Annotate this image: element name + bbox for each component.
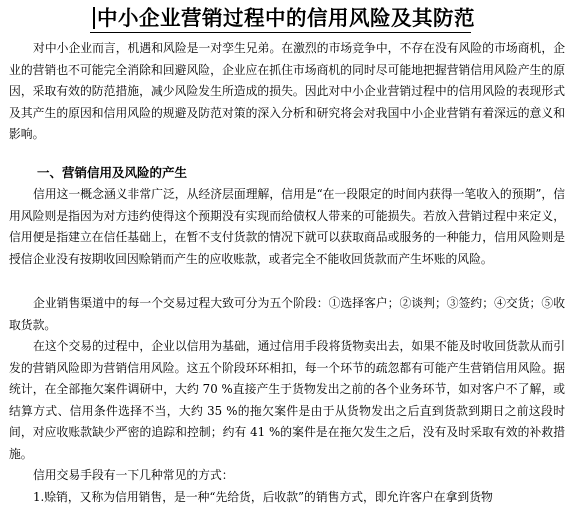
paragraph-credit-risk-statistics: 在这个交易的过程中，企业以信用为基础，通过信用手段将货物卖出去，如果不能及时收回货款从而引发的营销风险即为营销信用风险。这五个阶段环环相扣，每一个环节的疏忽都有可能产生营销信用风险。据统计，在全部拖欠案件调研中，大约 70 %直接产生于货物发出之前的各个业务环节，如对客户不了解，或结算方式、信用条件选择不当，大约 35 %的拖欠案件是由于从货物发出之后直到货款到期日之前这段时间，对应收账款缺少严密的追踪和控制；约有 41 %的案件是在拖欠发生之后，没有及时采取有效的补救措施。 [9, 339, 565, 461]
paragraph-credit-definition: 信用这一概念涵义非常广泛，从经济层面理解，信用是“在一段限定的时间内获得一笔收入的预期”，信用风险则是指因为对方违约使得这个预期没有实现而给债权人带来的可能损失。若放入营销过程中来定义，信用便是指建立在信任基础上，在暂不支付货款的情况下就可以获取商品或服务的一种能力，信用风险则是授信企业没有按期收回因赊销而产生的应收账款，或者完全不能收回货款而产生坏账的风险。 [9, 187, 565, 266]
intro-paragraph: 对中小企业而言，机遇和风险是一对孪生兄弟。在激烈的市场竞争中，不存在没有风险的市场商机，企业的营销也不可能完全消除和回避风险，企业应在抓住市场商机的同时尽可能地把握营销信用风险产生的原因，采取有效的防范措施，减少风险发生所造成的损失。因此对中小企业营销过程中的信用风险的表现形式及其产生的原因和信用风险的规避及防范对策的深入分析和研究将会对我国中小企业营销有着深远的意义和影响。 [9, 41, 565, 142]
paragraph-transaction-stages: 企业销售渠道中的每一个交易过程大致可分为五个阶段：①选择客户；②谈判；③签约；④交货；⑤收取货款。 [9, 296, 565, 332]
section-heading: 一、营销信用及风险的产生 [37, 165, 188, 180]
paragraph-credit-sale: 1.赊销，又称为信用销售，是一种“先给货，后收款”的销售方式，即允许客户在拿到货物 [33, 490, 493, 504]
article-title-text: 中小企业营销过程中的信用风险及其防范 [97, 6, 475, 30]
title-underline [90, 32, 471, 33]
paragraph-credit-methods-intro: 信用交易手段有一下几种常见的方式： [33, 468, 234, 482]
article-title [93, 6, 475, 30]
